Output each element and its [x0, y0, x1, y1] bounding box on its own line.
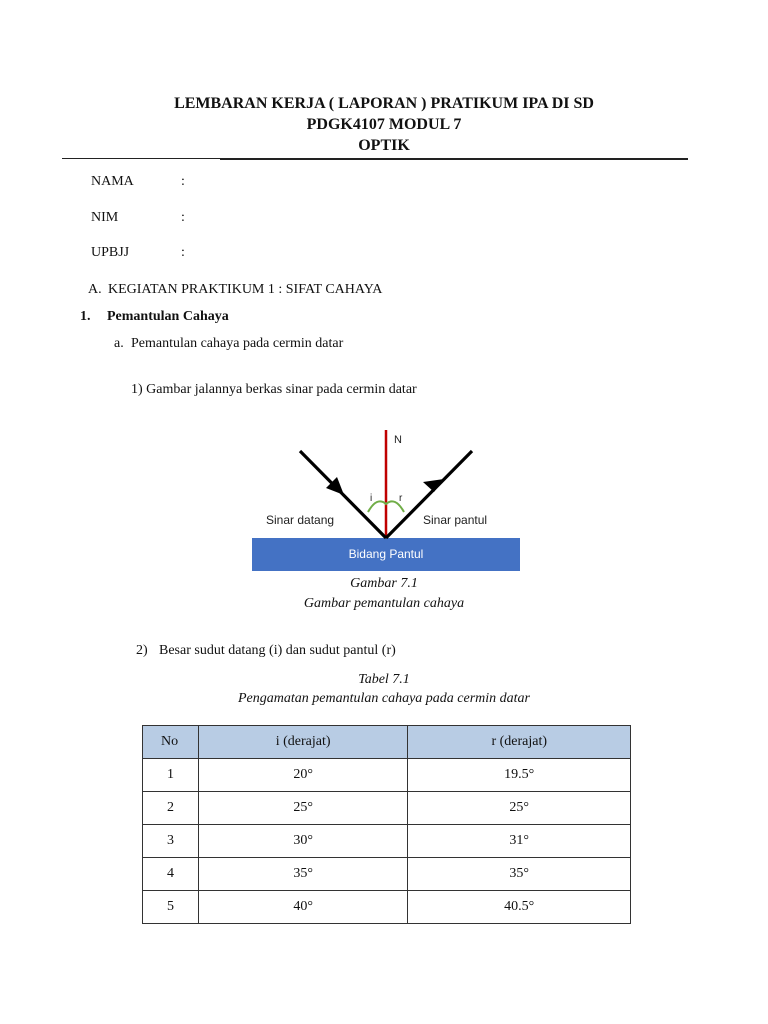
section-title: Pemantulan cahaya pada cermin datar	[131, 336, 344, 351]
surface-label: Bidang Pantul	[348, 547, 424, 561]
cell-r: 35°	[408, 858, 631, 891]
item-2	[136, 643, 396, 659]
item-1: 1) Gambar jalannya berkas sinar pada cermin datar	[131, 382, 417, 397]
table-caption-text: Pengamatan pemantulan cahaya pada cermin datar	[237, 691, 530, 706]
reflected-arrow-head	[423, 479, 444, 492]
reflection-diagram	[238, 420, 542, 582]
document-header	[0, 93, 768, 156]
cell-no: 1	[143, 759, 199, 792]
identity-separator: :	[181, 245, 185, 260]
cell-r: 19.5°	[408, 759, 631, 792]
cell-r: 31°	[408, 825, 631, 858]
cell-r: 40.5°	[408, 891, 631, 924]
table-row	[143, 891, 631, 924]
section-title: KEGIATAN PRAKTIKUM 1 : SIFAT CAHAYA	[108, 282, 383, 297]
figure-caption-text: Gambar pemantulan cahaya	[303, 596, 465, 611]
identity-separator: :	[181, 174, 185, 189]
table-row	[143, 825, 631, 858]
subsection-a-heading	[114, 336, 343, 352]
identity-label: NIM	[91, 210, 119, 225]
identity-label: UPBJJ	[91, 245, 130, 260]
title-line-2: PDGK4107 MODUL 7	[306, 116, 462, 133]
cell-no: 2	[143, 792, 199, 825]
item-marker: 2)	[136, 643, 148, 658]
angle-i-label: i	[370, 493, 373, 504]
cell-i: 35°	[198, 858, 408, 891]
section-a-heading	[88, 282, 382, 298]
identity-separator: :	[181, 210, 185, 225]
figure-caption-title: Gambar 7.1	[350, 576, 418, 591]
observation-table	[142, 725, 631, 924]
normal-label: N	[394, 434, 402, 446]
cell-i: 25°	[198, 792, 408, 825]
angle-r-label: r	[399, 493, 403, 504]
header-divider-thick	[220, 158, 688, 160]
header-r: r (derajat)	[408, 726, 631, 759]
cell-r: 25°	[408, 792, 631, 825]
header-i: i (derajat)	[198, 726, 408, 759]
section-marker: A.	[88, 282, 102, 297]
table-row	[143, 858, 631, 891]
section-title: Pemantulan Cahaya	[107, 309, 229, 324]
cell-no: 5	[143, 891, 199, 924]
table-row	[143, 759, 631, 792]
identity-nim	[91, 210, 185, 226]
cell-no: 3	[143, 825, 199, 858]
cell-i: 30°	[198, 825, 408, 858]
cell-i: 20°	[198, 759, 408, 792]
item-text: Besar sudut datang (i) dan sudut pantul (r)	[159, 643, 396, 658]
section-marker: 1.	[80, 309, 91, 324]
title-line-3: OPTIK	[358, 137, 410, 154]
identity-upbjj	[91, 245, 185, 261]
table-caption-title: Tabel 7.1	[358, 672, 410, 687]
title-line-1: LEMBARAN KERJA ( LAPORAN ) PRATIKUM IPA DI SD	[174, 95, 594, 112]
cell-i: 40°	[198, 891, 408, 924]
identity-label: NAMA	[91, 174, 134, 189]
table-header-row	[143, 726, 631, 759]
header-no: No	[143, 726, 199, 759]
section-1-heading	[80, 309, 229, 325]
cell-no: 4	[143, 858, 199, 891]
incident-label: Sinar datang	[266, 513, 335, 527]
reflected-label: Sinar pantul	[423, 513, 488, 527]
section-marker: a.	[114, 336, 124, 351]
identity-nama	[91, 174, 185, 190]
table-row	[143, 792, 631, 825]
